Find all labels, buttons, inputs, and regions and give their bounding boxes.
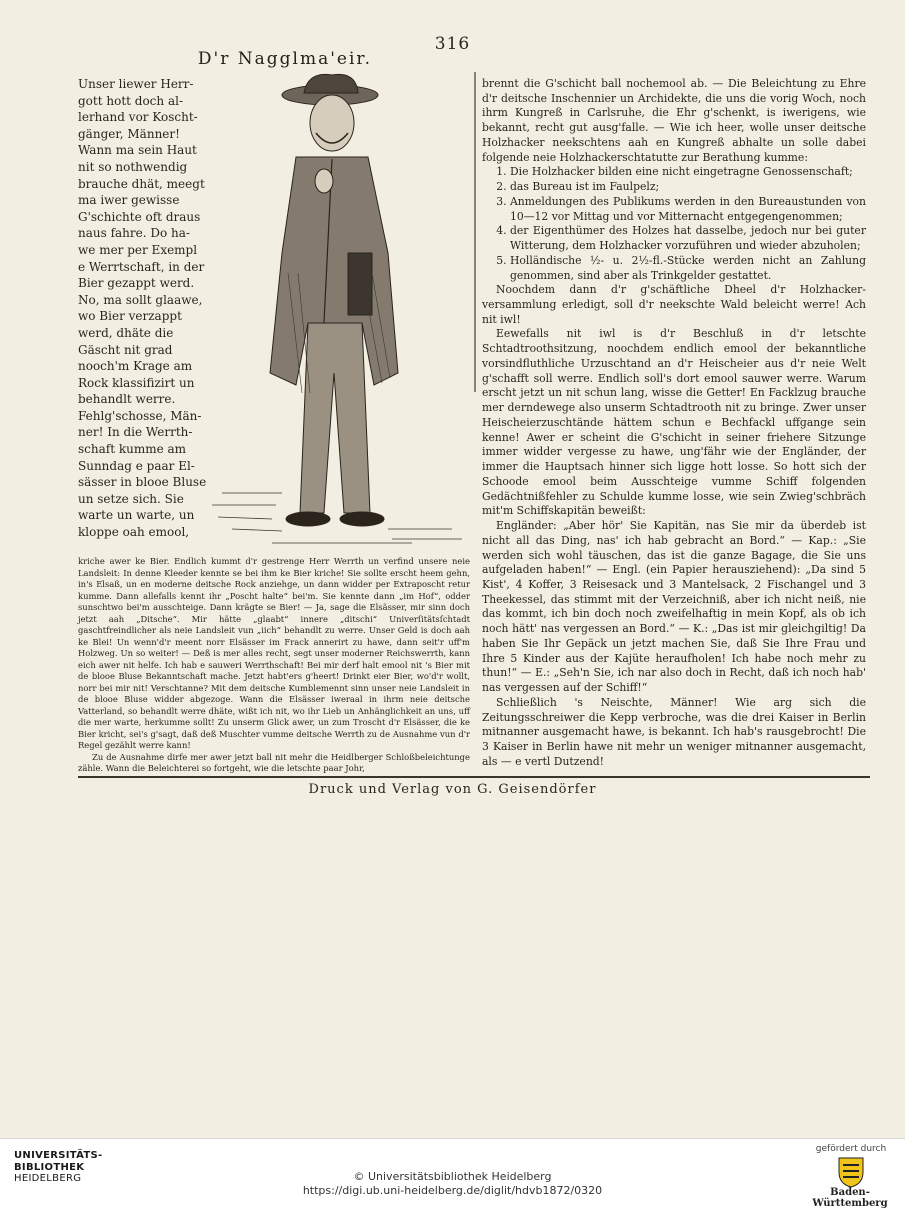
left-narrow-line: schaft kumme am [78, 442, 187, 457]
left-wide-paragraph-1: kriche awer ke Bier. Endlich kummt d'r gestrenge Herr Werrth un verfind unsere neie Landsleit: In denne Kleeder kennte se bei ihm ke Bier kriche! Sie sollte erscht heem gehn, in's Elsaß, un en moderne deitsche Rock anziehge, un dann widder per Extraposcht retur kumme. Dann allefalls kennt ihr „Poscht halte“ bei'm. Sie kennte dann „im Hof“, odder sunschtwo bei'm ausschteige. Dann krägte se Bier! — Ja, sage die Elsässer, mir sinn doch jetzt aah „Ditsche“. Mir hätte „glaabt“ innere „ditschi“ Univerſitätsſchtadt gaschtfreindlicher als neie Landsleit vun „iich“ behandlt zu werre. Unser Geld is doch aah ke Blei! Un wenn'd'r meent norr Elsässer im Frack annerirt zu hawe, dann seit'r uff'm Holzweg. Un so weiter! — Deß is mer alles recht, segt unser moderner Reichswerrth, kann eich awer nit helfe. Ich hab e sauweri Werrthschaft! Bei mir derf halt emool nit 's Bier mit de blooe Bluse Bekanntschaft mache. Jetzt habt'ers g'heert! Drinkt eier Bier, wo'd'r wollt, norr bei mir nit! Verschtanne? Mit dem deitsche Kumblemennt sinn unser neie Landsleit in de blooe Bluse widder abgezoge. Wann die Elsässer iweraal in ihrm neie deitsche Vatterland, so behandlt werre dhäte, wißt ich nit, wo ihr Lieb un Anhänglichkeit an uns, uff die mer warte, herkumme sollt! Zu unserm Glick awer, un zum Troscht d'r Elsässer, die ke Bier kricht, sei's g'sagt, daß deß Muschter vumme deitsche Werrth zu de Ausnahme vun d'r Regel gezählt werre kann! [78, 556, 470, 750]
right-paragraph-intro: brennt die G'schicht ball nochemool ab. — Die Beleichtung zu Ehre d'r deitsche Inschennier un Archidekte, die uns die vorig Woch, noch ihrm Kungreß in Carlsruhe, die Ehr g'schenkt, is iwerigens, wie bekannt, recht gut ausg'falle. — Wie ich heer, wolle unser deitsche Holzhacker neekschtens aah en Kungreß abhalte un solle dabei folgende neie Holzhackerschtatutte zur Berathung kumme: [482, 77, 866, 164]
library-name-line2: BIBLIOTHEK [14, 1161, 85, 1173]
left-narrow-line: Wann ma sein Haut [78, 143, 197, 158]
left-wide-paragraph-2: Zu de Ausnahme dirfe mer awer jetzt ball nit mehr die Heidlberger Schloßbeleichtunge zähle. Wann die Beleichterei so fortgeht, wie die letschte paar Johr, [78, 751, 470, 773]
left-narrow-column [78, 76, 208, 541]
left-narrow-line: e Werrtschaft, in der [78, 259, 205, 274]
right-paragraph-3: Eewefalls nit iwl is d'r Beschluß in d'r letschte Schtadtroothsitzung, noochdem endlich emool der bekanntliche vorsindfluthliche Urzuschtand an d'r Heischeier aus d'r neie Welt g'schafft soll werre. Endlich soll's dort emool sauwer werre. Warum erscht jetzt un nit schun lang, wisse die Getter! En Facklzug brauche mer derndewege also unserm Schtadtrooth nit zu bringe. Zwer unser Heischeierzuschtände hättem schun e Bechfackl uffgange sein kenne! Awer er scheint die G'schicht in seiner friehere Sitzunge immer widder vergesse zu hawe, ung'fähr wie der Engländer, der immer die Hauptsach hinner sich ligge hott losse. So hott sich der Schoode emool beim Ausschteige vumme Schiff folgenden Gedächtnißfehler zu Schulde kumme losse, wie sein Zwieg'schbräch mit'm Schiffskapitän beweißt: [482, 327, 866, 518]
left-narrow-line: nit so nothwendig [78, 159, 188, 174]
left-narrow-line: Unser liewer Herr- [78, 77, 194, 91]
left-narrow-line: wo Bier verzappt [78, 309, 182, 324]
left-narrow-line: ner! In die Werrth- [78, 425, 193, 440]
left-narrow-line: Gäscht nit grad [78, 342, 173, 357]
left-narrow-line: naus fahre. Do ha- [78, 226, 190, 241]
left-narrow-line: behandlt werre. [78, 392, 176, 407]
left-narrow-line: gott hott doch al- [78, 93, 183, 108]
left-narrow-line: No, ma sollt glaawe, [78, 292, 203, 307]
left-wide-column [78, 556, 470, 775]
left-narrow-line: we mer per Exempl [78, 242, 198, 257]
left-narrow-line: Fehlg'schosse, Män- [78, 408, 202, 423]
copyright-text: © Universitätsbibliothek Heidelberg [353, 1170, 552, 1183]
funder-name: Baden-Württemberg [812, 1187, 888, 1209]
footer-center [0, 1170, 905, 1198]
left-narrow-line: un setze sich. Sie [78, 491, 184, 506]
left-narrow-line: nooch'm Krage am [78, 359, 193, 374]
imprint: Druck und Verlag von G. Geisendörfer [308, 782, 597, 797]
left-narrow-line: werd, dhäte die [78, 325, 174, 340]
column-divider [474, 72, 476, 392]
statute-item: 3. Anmeldungen des Publikums werden in den Bureaustunden von 10—12 vor Mittag und vor Mitternacht entgegengenommen; [510, 195, 866, 224]
left-narrow-line: gänger, Männer! [78, 126, 180, 141]
footer-rule [78, 776, 870, 778]
left-narrow-line: warte un warte, un [78, 508, 195, 523]
left-narrow-line: G'schichte oft draus [78, 209, 201, 224]
right-column [482, 77, 866, 770]
left-narrow-line: kloppe oah emool, [78, 525, 190, 540]
library-name-line1: UNIVERSITÄTS- [14, 1150, 103, 1161]
permalink[interactable]: https://digi.ub.uni-heidelberg.de/diglit/hdvb1872/0320 [302, 1184, 603, 1197]
right-paragraph-2: Noochdem dann d'r g'schäftliche Dheel d'r Holzhacker-versammlung erledigt, soll d'r neekschte Wald beleicht werre! Ach nit iwl! [482, 283, 866, 326]
funded-by-label: gefördert durch [815, 1144, 887, 1154]
statutes-list [482, 165, 866, 283]
left-narrow-line: sässer in blooe Bluse [78, 475, 207, 490]
library-name-line3: HEIDELBERG [14, 1173, 82, 1184]
left-narrow-line: Rock klassifizirt un [78, 375, 195, 390]
statute-item: 2. das Bureau ist im Faulpelz; [510, 180, 866, 195]
left-narrow-line: Sunndag e paar El- [78, 458, 195, 473]
page-number: 316 [434, 34, 471, 54]
left-narrow-line: brauche dhät, meegt [78, 176, 205, 191]
left-narrow-line: lerhand vor Koscht- [78, 110, 198, 125]
left-narrow-line: ma iwer gewisse [78, 193, 180, 208]
statute-item: 5. Holländische ½- u. 2½-fl.-Stücke werden nicht an Zahlung genommen, sind aber als Trinkgelder gestattet. [510, 254, 866, 283]
baden-wuerttemberg-crest-icon [833, 1156, 869, 1188]
left-narrow-line: Bier gezappt werd. [78, 276, 195, 291]
statute-item: 4. der Eigenthümer des Holzes hat dasselbe, jedoch nur bei guter Witterung, dem Holzhacker vorzuführen und wieder abzuholen; [510, 224, 866, 253]
man-with-hat-illustration [212, 73, 468, 557]
right-paragraph-5: Schließlich 's Neischte, Männer! Wie arg sich die Zeitungsschreiwer die Kepp verbroche, was die drei Kaiser in Berlin mitnanner ausgemacht hawe, is bekannt. Ich hab's rausgebrocht! Die 3 Kaiser in Berlin hawe nit mehr un weniger mitnanner ausgemacht, als — e vertl Dutzend! [482, 695, 866, 768]
right-paragraph-4: Engländer: „Aber hör' Sie Kapitän, nas Sie mir da überdeb ist nicht all das Ding, nas' ich hab gebracht an Bord.“ — Kap.: „Sie werden sich wohl täuschen, das ist die ganze Bagage, die Sie uns aufgeladen haben!“ — Engl. (ein Papier herausziehend): „Da sind 5 Kist', 4 Koffer, 3 Reisesack und 3 Mantelsack, 2 Fischangel und 3 Theekessel, das stimmt mit der Verzeichniß, aber ich nicht neiß, nie das kommt, ich bin doch noch zweifelhaftig in mein Kopf, als ob ich noch hätt' nas vergessen an Bord.“ — K.: „Das ist mir gleichgiltig! Da haben Sie Ihr Gepäck un jetzt machen Sie, daß Sie Ihre Frau und Ihre 5 Kinder aus der Kajüte heraufholen! Ich habe noch mehr zu thun!“ — E.: „Seh'n Sie, ich nar also doch in Recht, daß ich noch hab' nas vergessen auf der Schiff!“ [482, 519, 866, 695]
statute-item: 1. Die Holzhacker bilden eine nicht eingetragne Genossenschaft; [510, 165, 866, 180]
article-title: D'r Nagglma'eir. [197, 49, 373, 69]
